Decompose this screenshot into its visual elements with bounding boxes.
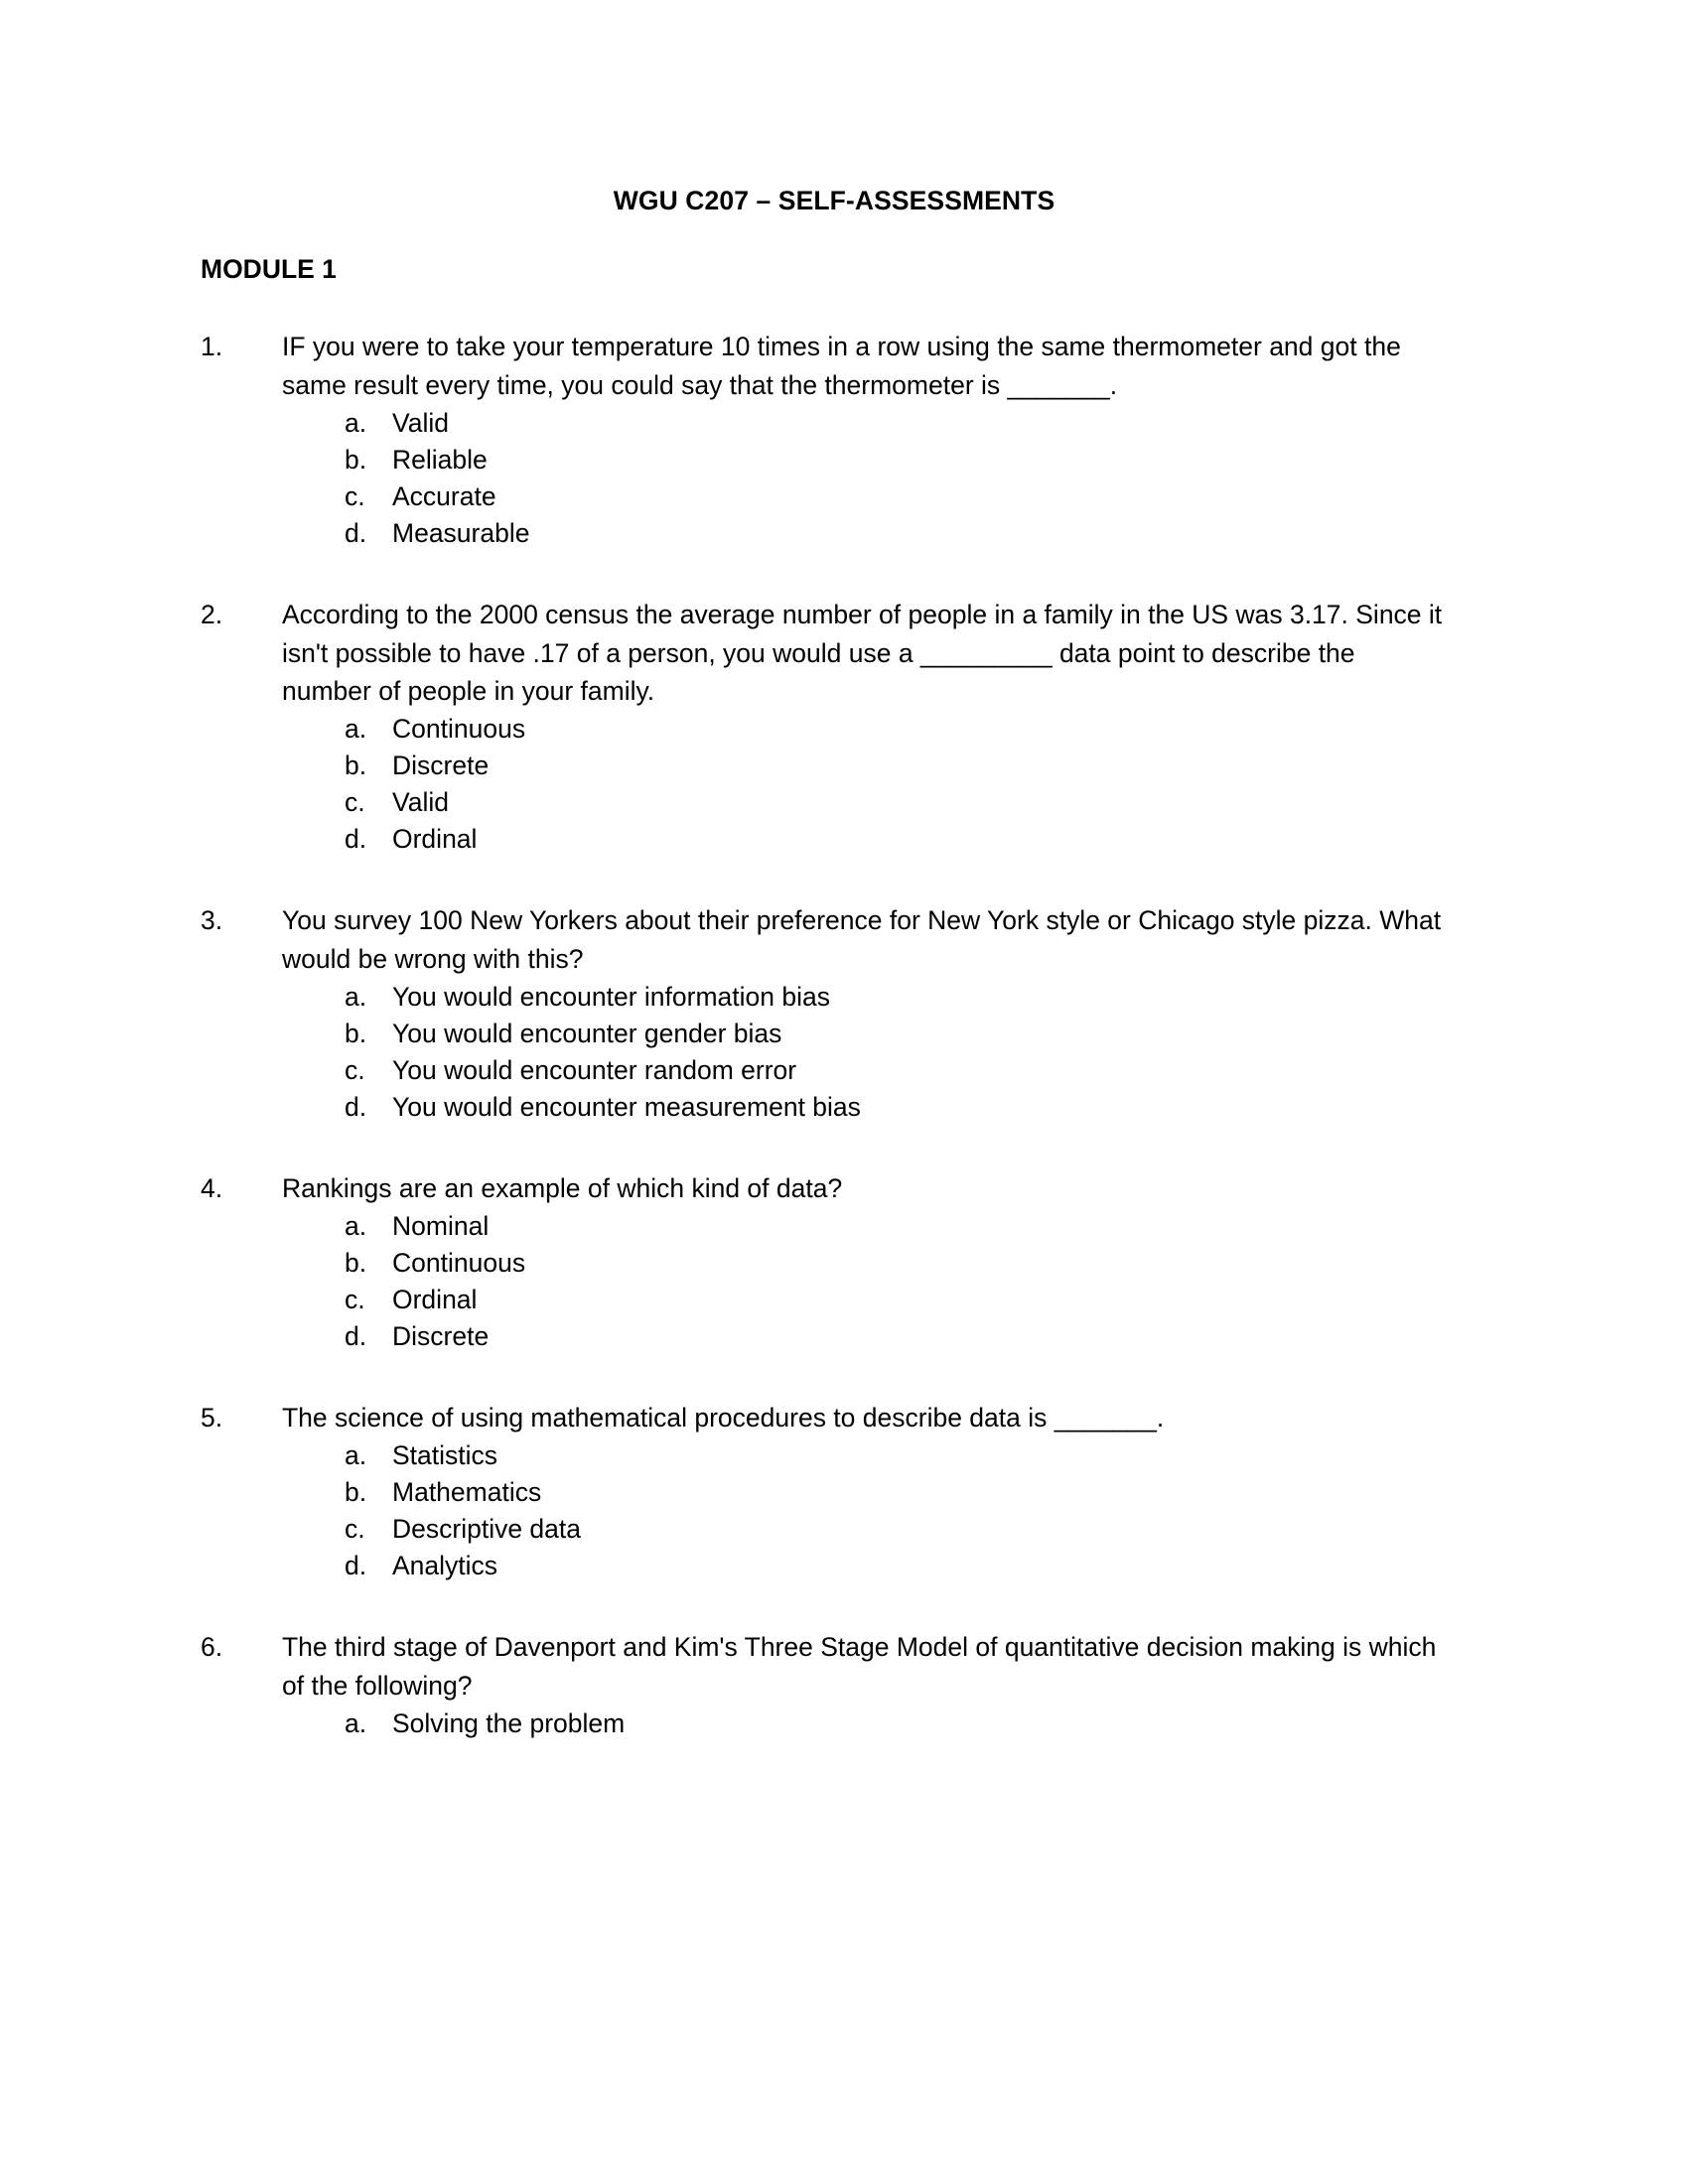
module-heading: MODULE 1 xyxy=(201,254,337,285)
option-letter: d. xyxy=(345,1321,367,1352)
option-text: Valid xyxy=(392,407,449,438)
question-list xyxy=(201,328,1448,1742)
option-text: Solving the problem xyxy=(392,1707,626,1738)
option-text: Discrete xyxy=(392,751,490,781)
document-content xyxy=(201,185,1448,1742)
option-text: You would encounter random error xyxy=(392,1055,797,1085)
option-letter: a. xyxy=(345,407,367,438)
question-item xyxy=(201,1169,1448,1355)
option-item[interactable] xyxy=(345,1706,1448,1742)
option-text: You would encounter measurement bias xyxy=(392,1092,861,1123)
option-text: Descriptive data xyxy=(392,1514,582,1545)
option-letter: a. xyxy=(345,1210,367,1241)
question-number: 1. xyxy=(201,332,223,362)
option-item[interactable] xyxy=(345,1089,1448,1126)
page-title: WGU C207 – SELF-ASSESSMENTS xyxy=(613,186,1055,215)
option-item[interactable] xyxy=(345,1282,1448,1318)
question-item xyxy=(201,1399,1448,1584)
option-letter: b. xyxy=(345,1247,367,1278)
option-letter: c. xyxy=(345,480,365,511)
question-text: You survey 100 New Yorkers about their preference for New York style or Chicago style pizza. What would be wrong with this? xyxy=(282,905,1442,975)
question-item xyxy=(201,901,1448,1126)
option-item[interactable] xyxy=(345,405,1448,442)
option-item[interactable] xyxy=(345,821,1448,858)
option-item[interactable] xyxy=(345,1208,1448,1245)
option-text: Ordinal xyxy=(392,1285,478,1315)
question-number: 5. xyxy=(201,1403,223,1433)
option-item[interactable] xyxy=(345,711,1448,748)
option-letter: c. xyxy=(345,1285,365,1315)
question-text: According to the 2000 census the average number of people in a family in the US was 3.17. Since it isn't possible to have .17 of a person, you would use a _________ data point to describe the number of people in your family. xyxy=(282,600,1443,707)
question-item xyxy=(201,328,1448,552)
option-text: Mathematics xyxy=(392,1477,542,1508)
option-text: Continuous xyxy=(392,1247,526,1278)
option-text: Analytics xyxy=(392,1551,498,1581)
question-number: 2. xyxy=(201,600,223,629)
option-text: Continuous xyxy=(392,714,526,745)
option-letter: b. xyxy=(345,751,367,781)
option-text: Discrete xyxy=(392,1321,490,1352)
question-number: 4. xyxy=(201,1173,223,1204)
question-number: 3. xyxy=(201,905,223,936)
option-letter: b. xyxy=(345,1477,367,1508)
option-text: Reliable xyxy=(392,444,488,475)
option-item[interactable] xyxy=(345,1511,1448,1548)
option-text: Accurate xyxy=(392,480,496,511)
option-text: Statistics xyxy=(392,1439,498,1470)
option-letter: b. xyxy=(345,444,367,475)
question-item xyxy=(201,596,1448,858)
option-list xyxy=(282,1437,1448,1584)
option-letter: c. xyxy=(345,787,365,818)
option-item[interactable] xyxy=(345,979,1448,1016)
option-item[interactable] xyxy=(345,1245,1448,1282)
option-letter: c. xyxy=(345,1055,365,1085)
question-number: 6. xyxy=(201,1632,223,1663)
option-text: You would encounter gender bias xyxy=(392,1018,782,1048)
option-item[interactable] xyxy=(345,515,1448,552)
option-text: Measurable xyxy=(392,517,530,548)
option-list xyxy=(282,1208,1448,1355)
option-letter: a. xyxy=(345,1439,367,1470)
option-letter: a. xyxy=(345,981,367,1012)
option-letter: d. xyxy=(345,824,367,855)
option-letter: a. xyxy=(345,714,367,745)
question-text: The science of using mathematical procedures to describe data is _______. xyxy=(282,1403,1165,1433)
option-list xyxy=(282,1706,1448,1742)
option-list xyxy=(282,405,1448,552)
option-list xyxy=(282,979,1448,1126)
option-text: Ordinal xyxy=(392,824,478,855)
option-item[interactable] xyxy=(345,478,1448,515)
option-letter: c. xyxy=(345,1514,365,1545)
question-text: The third stage of Davenport and Kim's Three Stage Model of quantitative decision making is which of the following? xyxy=(282,1632,1437,1701)
question-text: Rankings are an example of which kind of data? xyxy=(282,1173,843,1204)
option-letter: a. xyxy=(345,1707,367,1738)
option-letter: b. xyxy=(345,1018,367,1048)
option-item[interactable] xyxy=(345,442,1448,478)
option-item[interactable] xyxy=(345,1437,1448,1474)
option-item[interactable] xyxy=(345,1016,1448,1052)
option-item[interactable] xyxy=(345,1548,1448,1584)
option-item[interactable] xyxy=(345,1474,1448,1511)
option-item[interactable] xyxy=(345,1318,1448,1355)
option-item[interactable] xyxy=(345,784,1448,821)
option-letter: d. xyxy=(345,517,367,548)
question-text: IF you were to take your temperature 10 times in a row using the same thermometer and got the same result every time, you could say that the thermometer is _______. xyxy=(282,332,1401,400)
option-text: Nominal xyxy=(392,1210,490,1241)
option-text: Valid xyxy=(392,787,449,818)
option-item[interactable] xyxy=(345,1052,1448,1089)
option-item[interactable] xyxy=(345,748,1448,784)
option-letter: d. xyxy=(345,1551,367,1581)
option-letter: d. xyxy=(345,1092,367,1123)
option-text: You would encounter information bias xyxy=(392,981,830,1012)
question-item xyxy=(201,1628,1448,1741)
option-list xyxy=(282,711,1448,858)
